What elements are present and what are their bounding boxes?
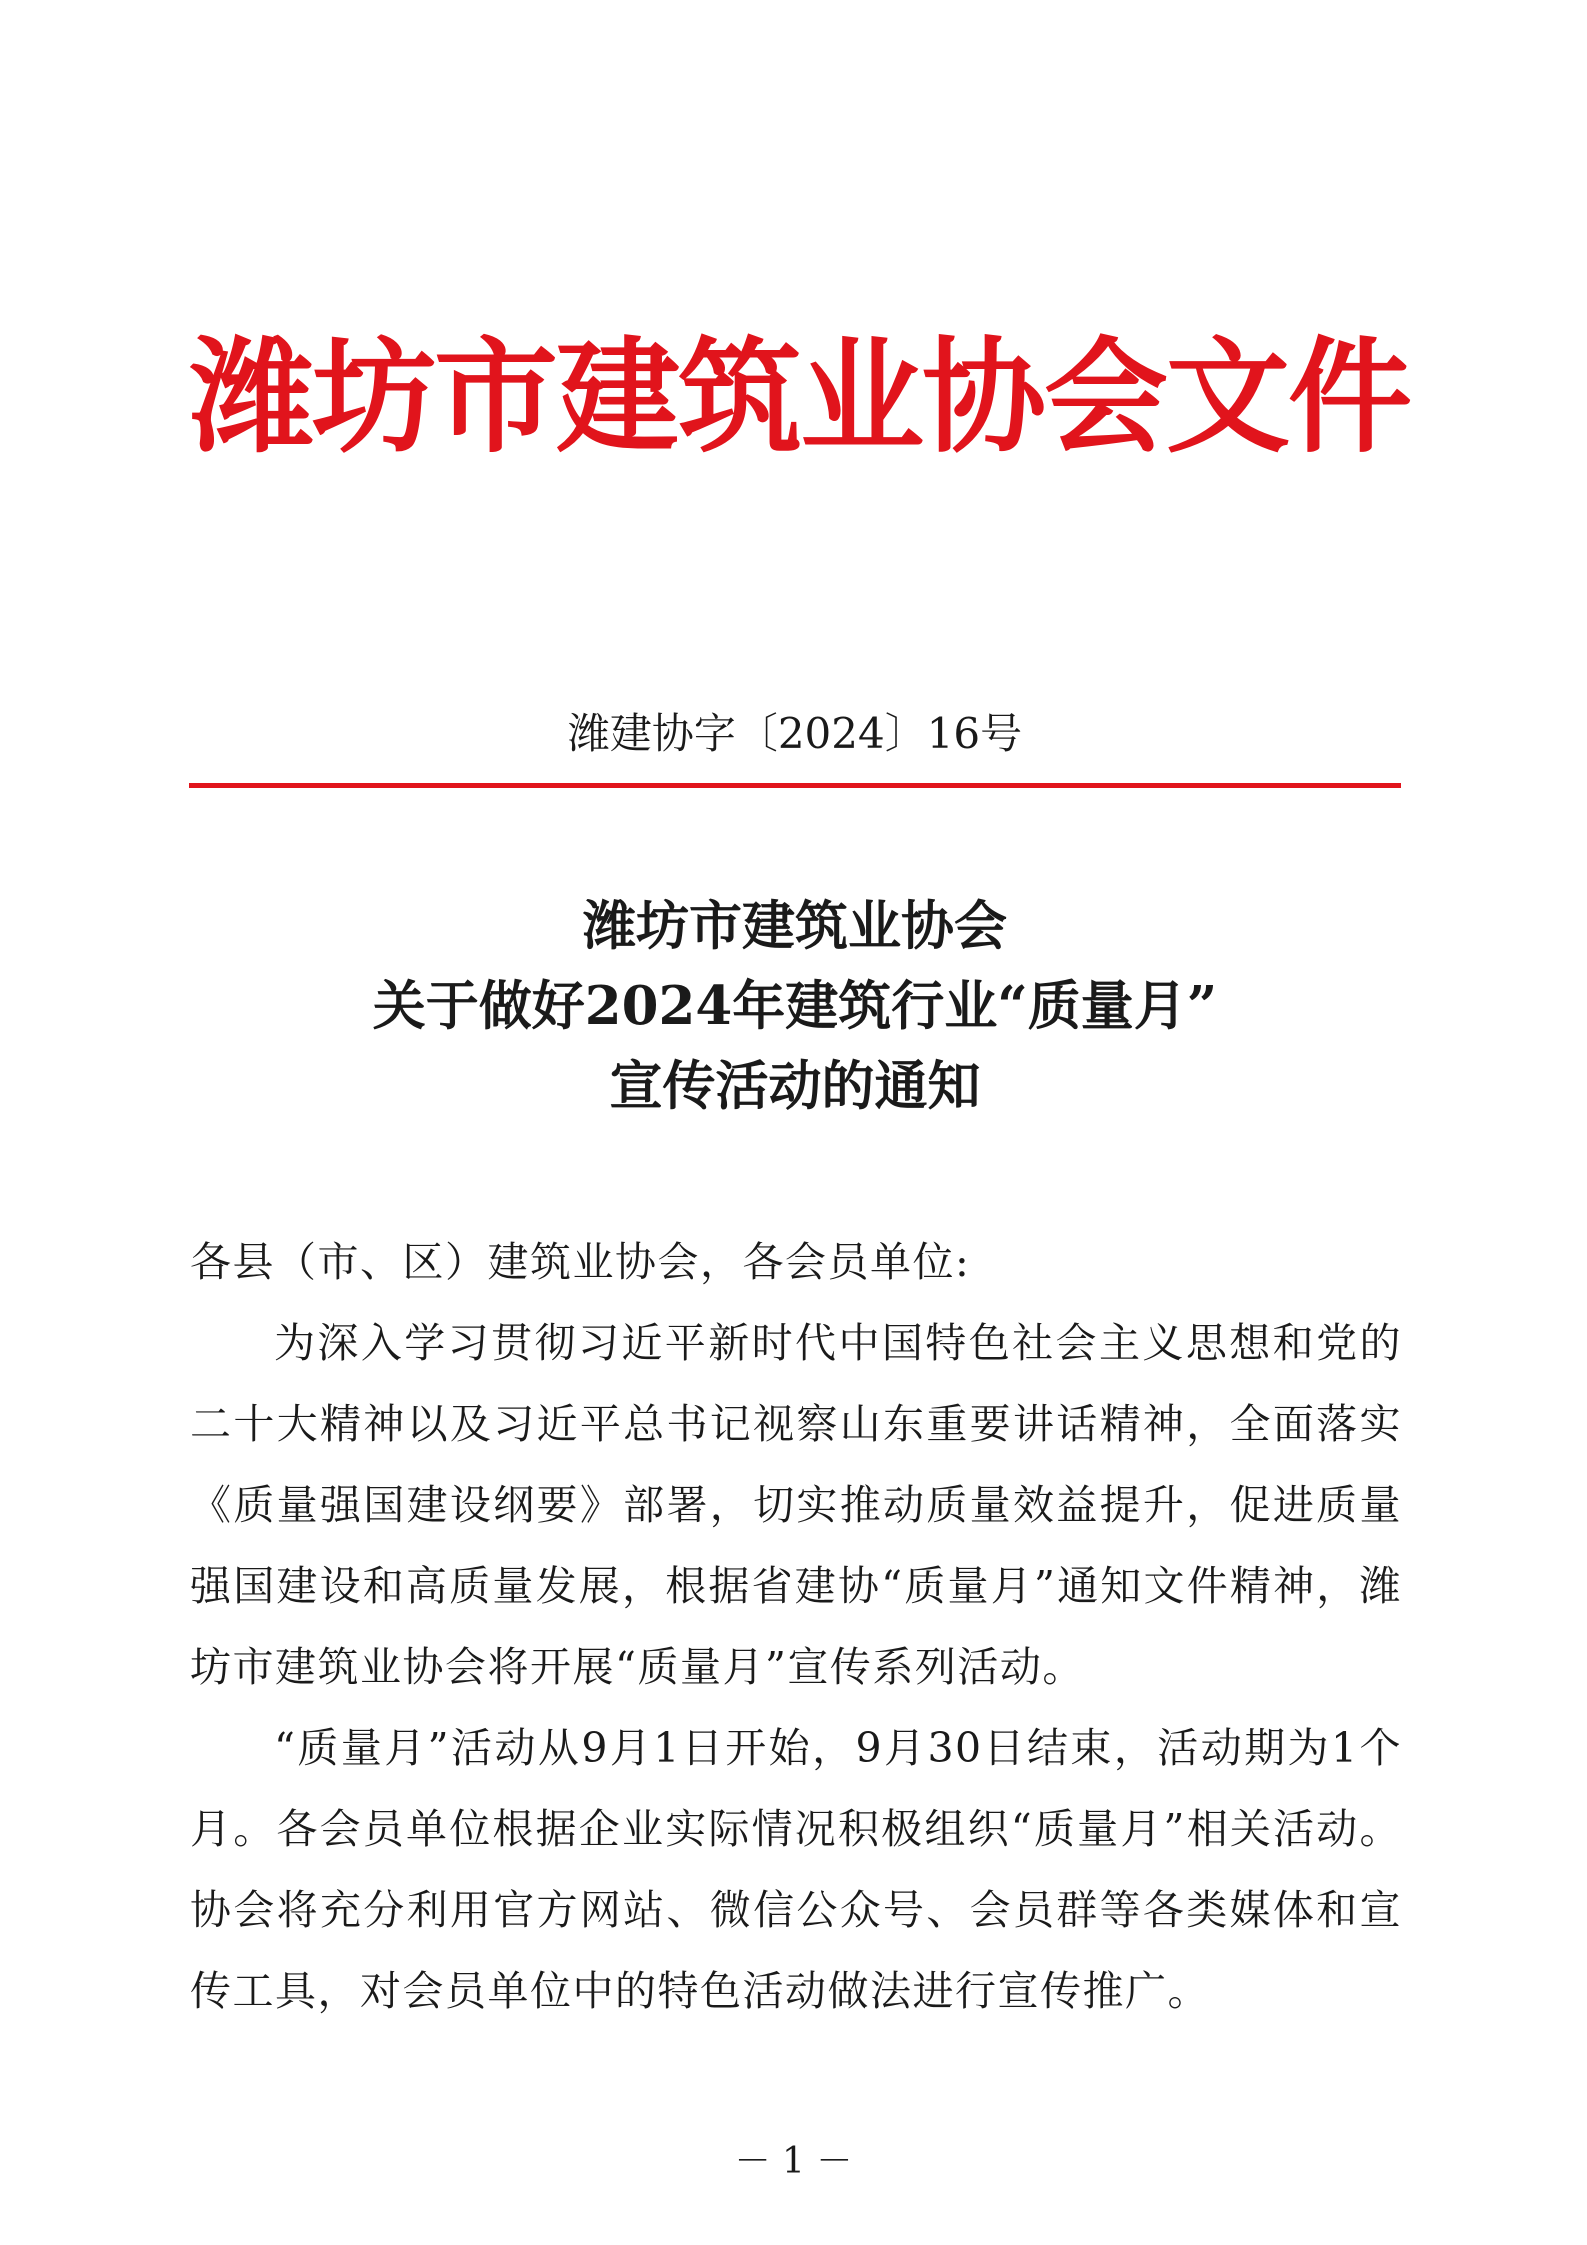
red-divider-line xyxy=(189,783,1401,788)
page-number: － 1 － xyxy=(734,2141,853,2182)
body-paragraph-1: 为深入学习贯彻习近平新时代中国特色社会主义思想和党的二十大精神以及习近平总书记视察山东重要讲话精神，全面落实《质量强国建设纲要》部署，切实推动质量效益提升，促进质量强国建设和高质量发展，根据省建协“质量月”通知文件精神，潍坊市建筑业协会将开展“质量月”宣传系列活动。 xyxy=(190,1319,1402,1691)
notice-title-line-2: 关于做好2024年建筑行业“质量月” xyxy=(372,975,1218,1037)
notice-title-line-3: 宣传活动的通知 xyxy=(609,1055,981,1117)
masthead-title: 潍坊市建筑业协会文件 xyxy=(190,325,1411,470)
salutation: 各县（市、区）建筑业协会，各会员单位: xyxy=(190,1238,971,1286)
document-number: 潍建协字〔2024〕16号 xyxy=(567,709,1023,758)
body-paragraph-2: “质量月”活动从9月1日开始，9月30日结束，活动期为1个月。各会员单位根据企业实际情况积极组织“质量月”相关活动。协会将充分利用官方网站、微信公众号、会员群等各类媒体和宣传工具，对会员单位中的特色活动做法进行宣传推广。 xyxy=(190,1724,1402,2015)
notice-body xyxy=(190,1222,1402,2032)
notice-title xyxy=(190,886,1400,1126)
notice-title-line-1: 潍坊市建筑业协会 xyxy=(583,895,1007,957)
